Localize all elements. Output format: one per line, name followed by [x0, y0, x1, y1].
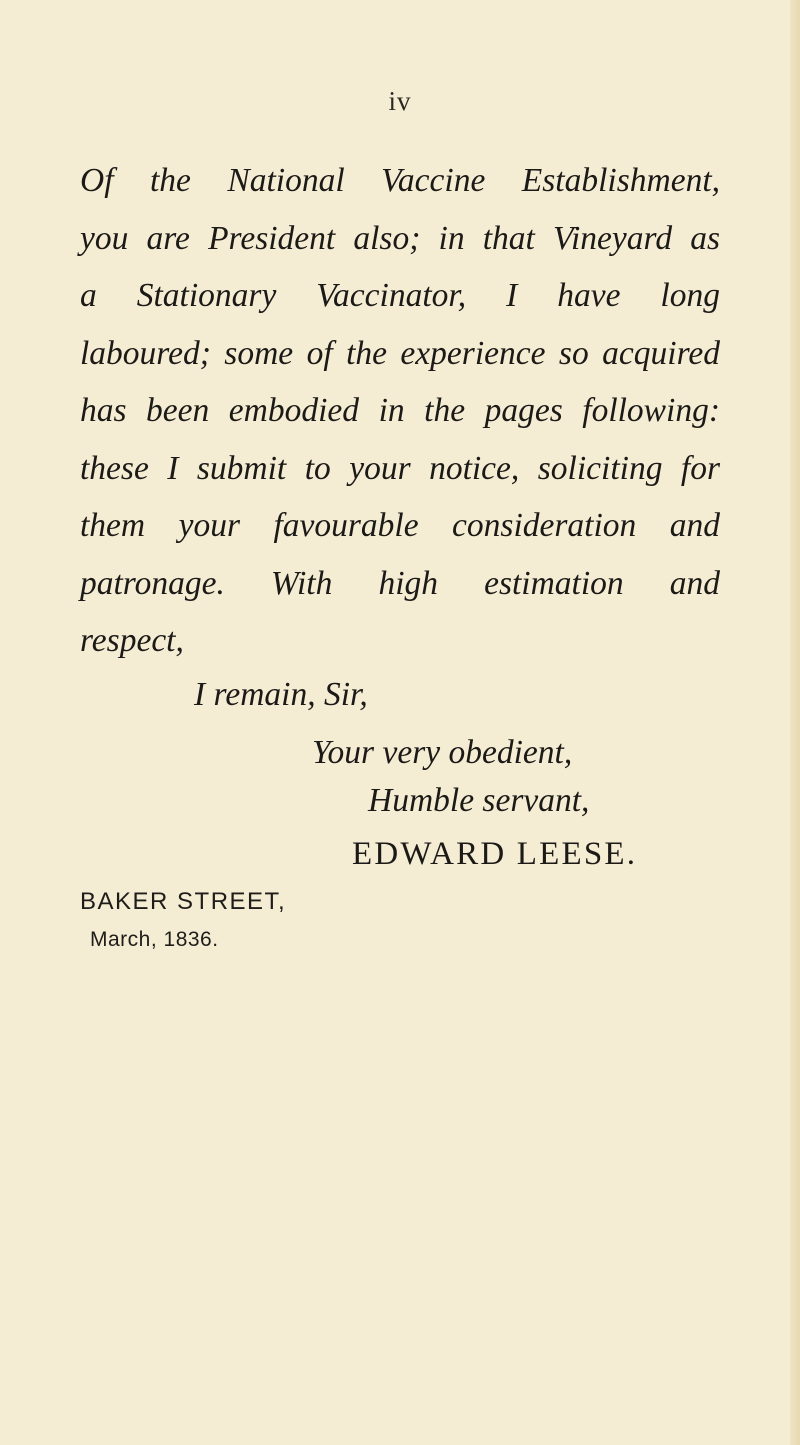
body-line: you are President also; in that Vineyard as [80, 219, 720, 257]
body-line: laboured; some of the experience so acquired [80, 334, 720, 372]
dedication-body [80, 152, 720, 670]
body-line: them your favourable consideration and [80, 507, 720, 544]
body-line: has been embodied in the pages following: [80, 392, 720, 429]
body-line: respect, [80, 622, 184, 659]
author-signature: EDWARD LEESE. [352, 836, 638, 872]
body-line: Of the National Vaccine Establishment, [80, 162, 720, 199]
page-edge [790, 0, 800, 1445]
closing-obedient: Your very obedient, [312, 734, 573, 771]
body-line: a Stationary Vaccinator, I have long [80, 277, 720, 314]
page-number: iv [388, 86, 412, 116]
address-date: March, 1836. [90, 928, 219, 951]
closing-remain: I remain, Sir, [194, 676, 368, 713]
address-street: BAKER STREET, [80, 888, 287, 915]
body-line: patronage. With high estimation and [80, 564, 720, 602]
body-line: these I submit to your notice, soliciting for [80, 449, 720, 487]
closing-servant: Humble servant, [368, 782, 590, 819]
